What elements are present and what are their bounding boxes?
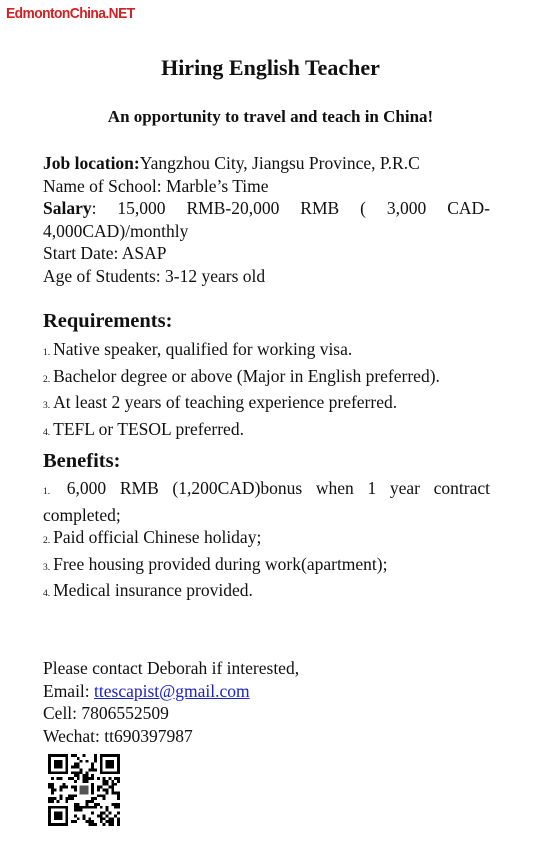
salary-label: Salary [43,198,92,218]
list-item [43,553,490,580]
school-name: Name of School: Marble’s Time [43,175,269,196]
page-subtitle: An opportunity to travel and teach in China! [107,107,434,126]
email-link[interactable]: ttescapist@gmail.com [94,680,250,701]
list-number: 1. [43,348,51,358]
start-date: Start Date: ASAP [43,243,167,263]
wechat-qr-code-icon [48,754,120,826]
salary-line [43,197,490,220]
list-text: Native speaker, qualified for working visa. [53,339,353,359]
list-text: Medical insurance provided. [53,580,253,600]
job-location-value: Yangzhou City, Jiangsu Province, P.R.C [139,153,420,173]
list-item [43,418,490,445]
salary-value: : 15,000 RMB-20,000 RMB ( 3,000 CAD- [91,198,490,218]
list-number: 1. [43,487,51,497]
list-item [43,338,490,365]
wechat-id: Wechat: tt690397987 [43,725,193,746]
student-age: Age of Students: 3-12 years old [43,265,266,286]
requirements-heading: Requirements: [43,310,173,332]
list-number: 2. [43,536,51,546]
list-text: TEFL or TESOL preferred. [53,418,244,439]
list-number: 3. [43,562,51,573]
list-item [43,365,490,392]
page-title: Hiring English Teacher [161,55,380,80]
list-text-continued: completed; [43,504,121,525]
salary-line-continued: 4,000CAD)/monthly [43,220,189,241]
list-number: 4. [43,427,51,438]
job-location-label: Job location: [43,153,140,173]
list-text: At least 2 years of teaching experience preferred. [53,392,398,412]
contact-section [43,657,490,747]
list-item [43,526,490,553]
job-info [43,152,490,287]
list-number: 3. [43,401,51,411]
list-text: 6,000 RMB (1,200CAD)bonus when 1 year contract [66,478,490,498]
list-item [43,579,490,606]
list-number: 4. [43,589,51,599]
list-text: Paid official Chinese holiday; [53,527,262,547]
list-item [43,477,490,504]
benefits-list [43,477,490,606]
list-text: Bachelor degree or above (Major in English preferred). [53,365,440,386]
contact-intro: Please contact Deborah if interested, [43,658,300,678]
list-text: Free housing provided during work(apartment); [53,553,388,574]
email-label: Email: [43,680,95,701]
job-location-row [43,152,490,175]
cell-number: Cell: 7806552509 [43,703,169,723]
benefits-heading: Benefits: [43,450,121,472]
email-row [43,680,490,703]
requirements-list [43,338,490,444]
site-watermark: EdmontonChina.NET [6,5,135,22]
list-item [43,391,490,418]
list-number: 2. [43,374,51,385]
